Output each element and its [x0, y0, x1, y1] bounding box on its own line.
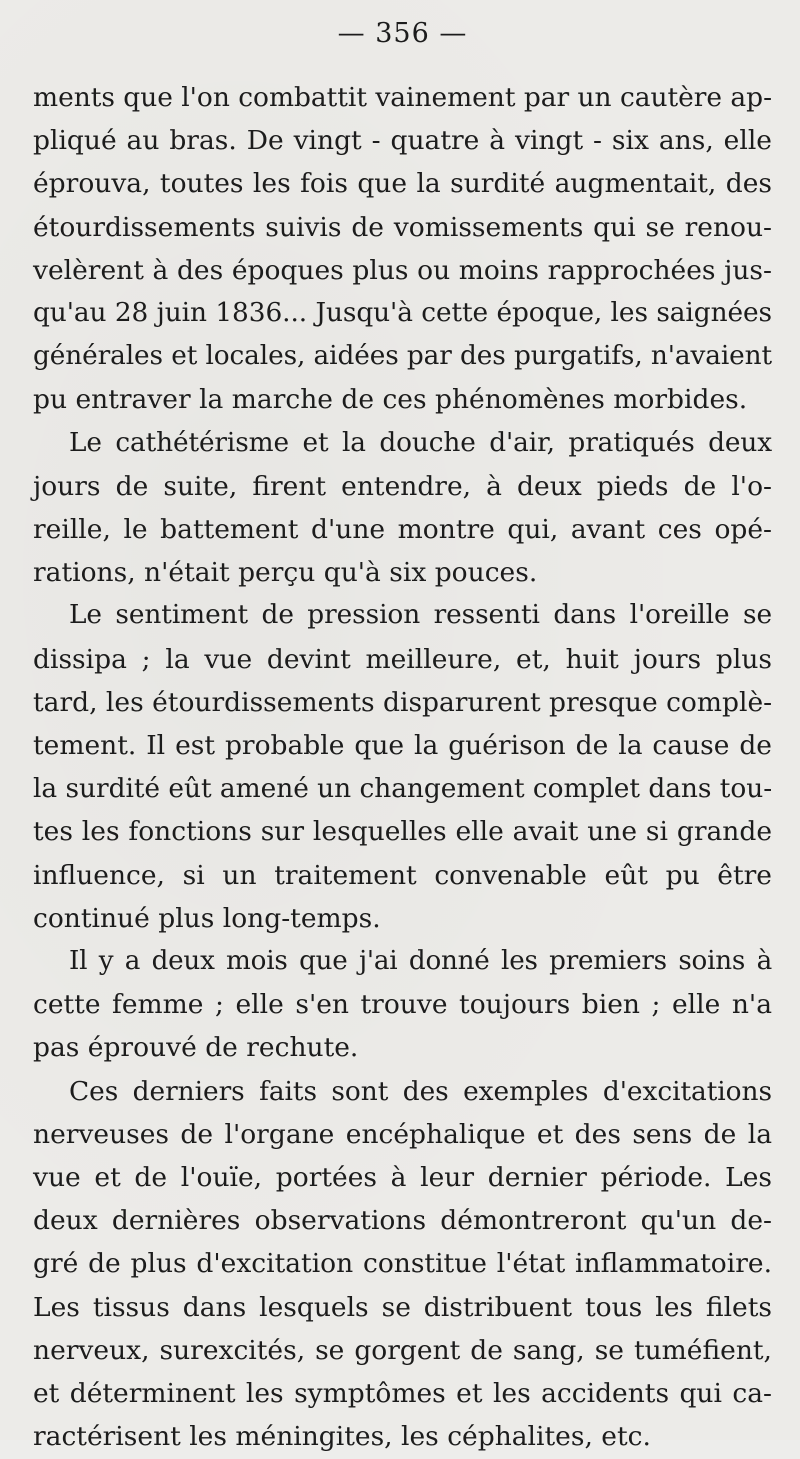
text-line: reille, le battement d'une montre qui, avant ces opé-: [33, 514, 772, 546]
text-line: Les tissus dans lesquels se distribuent tous les filets: [33, 1291, 772, 1323]
text-line: deux dernières observations démontreront qu'un de-: [33, 1205, 772, 1237]
text-line: et déterminent les symptômes et les accidents qui ca-: [33, 1378, 772, 1410]
text-line: jours de suite, firent entendre, à deux pieds de l'o-: [33, 470, 772, 502]
paragraph: [33, 76, 772, 422]
text-line: étourdissements suivis de vomissements qui se renou-: [33, 211, 772, 243]
text-line: vue et de l'ouïe, portées à leur dernier période. Les: [33, 1162, 772, 1194]
text-line: Ces derniers faits sont des exemples d'excitations: [69, 1075, 772, 1107]
text-line: nerveux, surexcités, se gorgent de sang, se tuméfient,: [33, 1334, 772, 1366]
text-line: Il y a deux mois que j'ai donné les premiers soins à: [69, 946, 772, 977]
text-line: pas éprouvé de rechute.: [33, 1032, 359, 1064]
text-line: pliqué au bras. De vingt - quatre à vingt - six ans, elle: [33, 125, 772, 157]
text-line: tard, les étourdissements disparurent presque complè-: [33, 686, 773, 718]
text-line: cette femme ; elle s'en trouve toujours bien ; elle n'a: [33, 989, 772, 1021]
text-line: ments que l'on combattit vainement par un cautère ap-: [33, 82, 772, 113]
paragraph: [33, 1070, 772, 1459]
text-line: éprouva, toutes les fois que la surdité augmentait, des: [33, 168, 772, 200]
text-line: rations, n'était perçu qu'à six pouces.: [33, 557, 538, 589]
text-line: générales et locales, aidées par des purgatifs, n'avaient: [33, 341, 773, 372]
text-line: tement. Il est probable que la guérison de la cause de: [33, 730, 772, 762]
paragraph: [33, 940, 772, 1070]
text-line: influence, si un traitement convenable eût pu être: [33, 859, 772, 891]
text-line: Le cathétérisme et la douche d'air, pratiqués deux: [69, 427, 772, 458]
text-line: velèrent à des époques plus ou moins rapprochées jus-: [33, 254, 772, 286]
text-line: gré de plus d'excitation constitue l'état inflammatoire.: [33, 1248, 772, 1280]
page-number: — 356 —: [337, 18, 468, 49]
text-line: tes les fonctions sur lesquelles elle avait une si grande: [33, 816, 772, 848]
paragraph: [33, 422, 772, 595]
text-line: continué plus long-temps.: [33, 902, 381, 934]
text-line: qu'au 28 juin 1836... Jusqu'à cette époque, les saignées: [33, 298, 772, 329]
text-line: dissipa ; la vue devint meilleure, et, huit jours plus: [33, 643, 772, 675]
text-line: Le sentiment de pression ressenti dans l'oreille se: [69, 600, 772, 631]
body-text: [33, 76, 772, 1459]
text-line: pu entraver la marche de ces phénomènes morbides.: [33, 384, 748, 416]
text-line: ractérisent les méningites, les céphalites, etc.: [33, 1421, 651, 1453]
paragraph: [33, 594, 772, 940]
text-line: la surdité eût amené un changement complet dans tou-: [33, 773, 773, 805]
text-line: nerveuses de l'organe encéphalique et des sens de la: [33, 1118, 772, 1150]
